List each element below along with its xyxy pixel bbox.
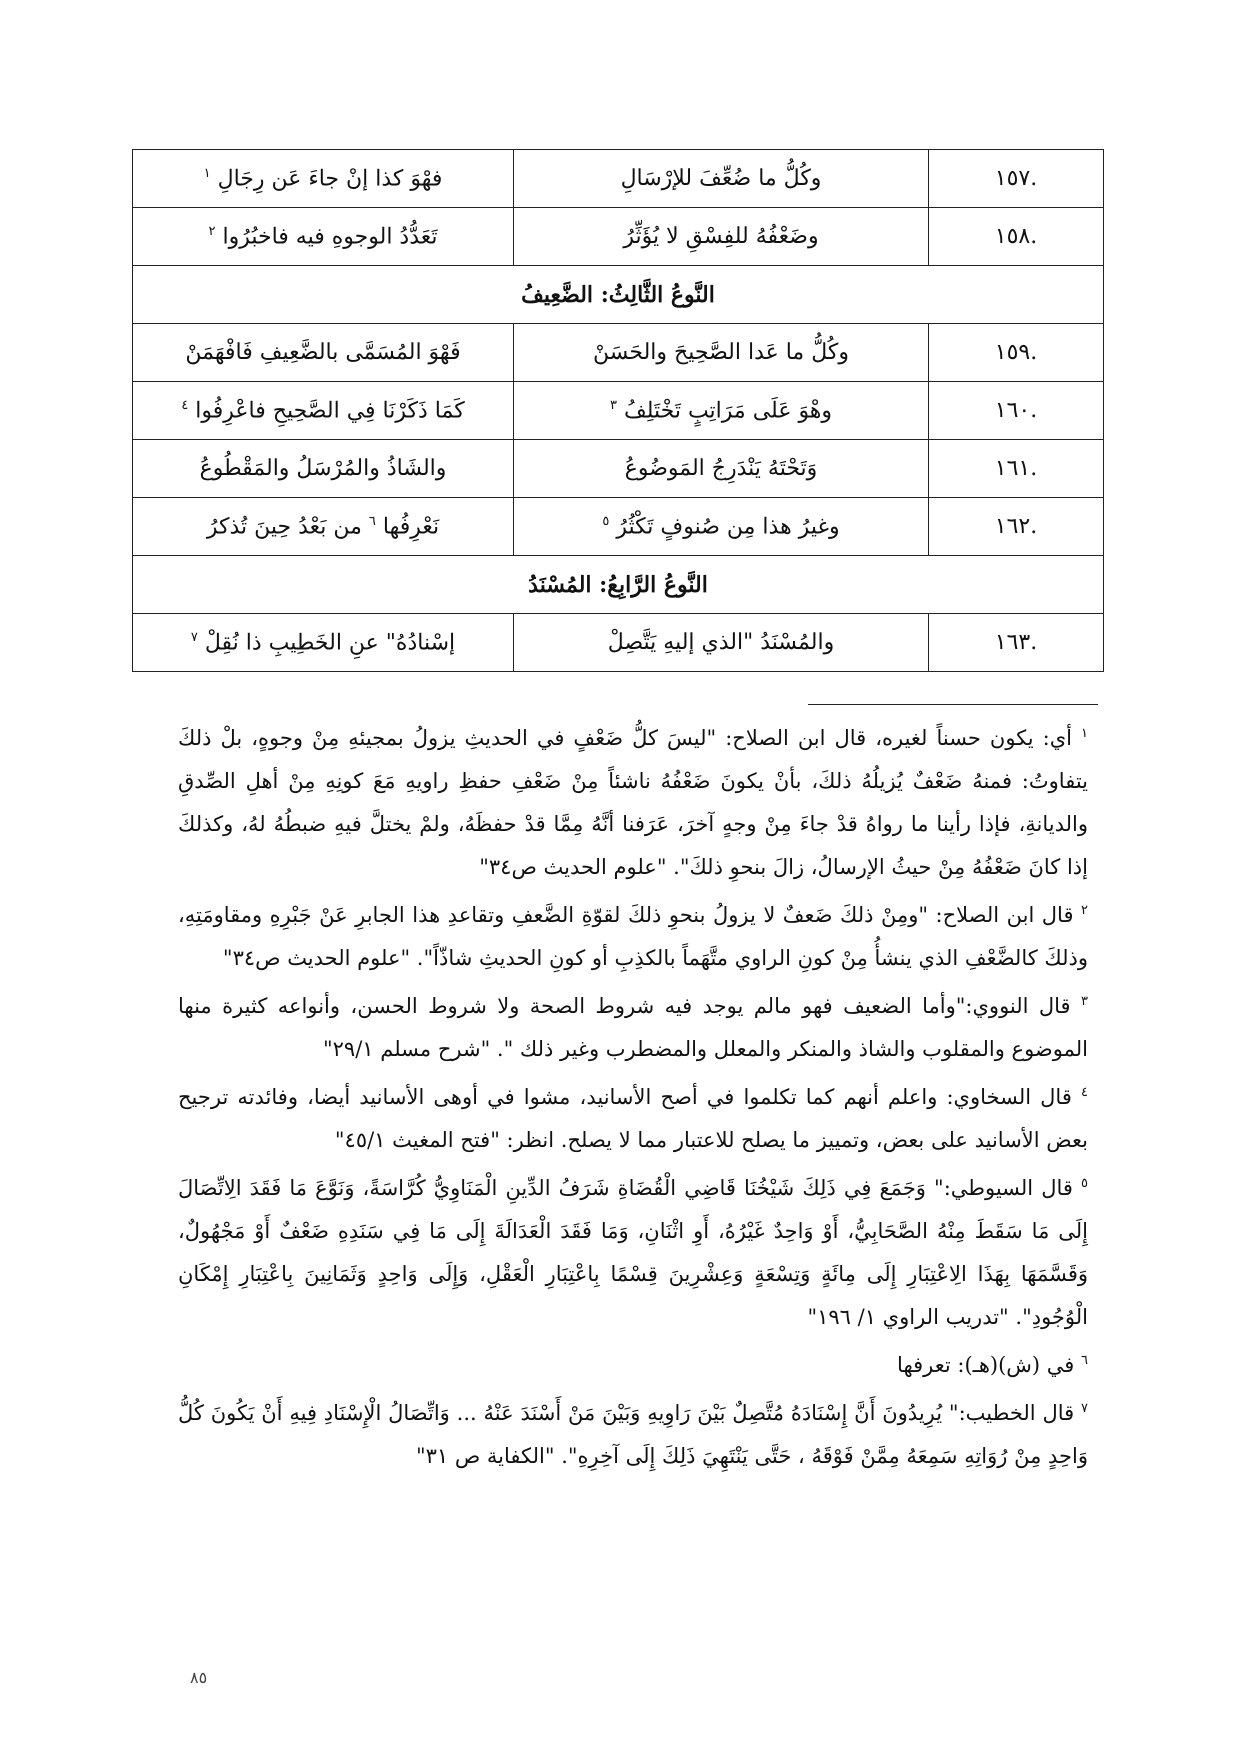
footnote-number: ٥ — [1081, 1176, 1088, 1191]
footnote-text: قال الخطيب:" يُرِيدُونَ أَنَّ إِسْنَادَهُ مُتَّصِلٌ بَيْنَ رَاوِيهِ وَبَيْنَ مَنْ أَسْنَدَ عَنْهُ ... وَاتِّصَالُ الْإِسْنَادِ فِيهِ أَنْ يَكُونَ كُلُّ وَاحِدٍ مِنْ رُوَاتِهِ سَمِعَهُ مِمَّنْ فَوْقَهُ ، حَتَّى يَنْتَهِيَ ذَلِكَ إِلَى آخِرِهِ". "الكفاية ص ٣١" — [178, 1401, 1088, 1468]
second-hemistich-text: تَعَدُّدُ الوجوهِ فيه فاخبُرُوا — [222, 224, 438, 250]
verse-table — [132, 149, 1104, 672]
second-hemistich — [133, 614, 514, 672]
footnote-marker: ٤ — [181, 397, 189, 413]
page-number: ٨٥ — [190, 1668, 208, 1687]
footnote-number: ٧ — [1081, 1401, 1088, 1416]
footnote-separator — [808, 704, 1098, 705]
footnote-number: ٦ — [1081, 1353, 1088, 1368]
footnote — [178, 1162, 1088, 1339]
footnote-text: في (ش)(هـ): تعرفها — [897, 1353, 1075, 1377]
first-hemistich-text: وضَعْفُهُ للفِسْقِ لا يُؤَثِّرُ — [623, 224, 819, 249]
footnote-text: أي: يكون حسناً لغيره، قال ابن الصلاح: "ليسَ كلُّ ضَعْفٍ في الحديثِ يزولُ بمجيئهِ مِنْ وجوهٍ، بلْ ذلكَ يتفاوتُ: فمنهُ ضَعْفٌ يُزيلُهُ ذلكَ، بأنْ يكونَ ضَعْفُهُ ناشئاً مِنْ ضَعْفِ حفظِ راويهِ مَعَ كونِهِ مِنْ أهلِ الصِّدقِ والديانةِ، فإذا رأينا ما رواهُ قدْ جاءَ مِنْ وجهٍ آخرَ، عَرَفنا أنَّهُ مِمَّا قدْ حفظَهُ، ولمْ يختلَّ فيهِ ضبطُهُ لهُ، وكذلكَ إذا كانَ ضَعْفُهُ مِنْ حيثُ الإرسالُ، زالَ بنحوِ ذلكَ". "علوم الحديث ص٣٤" — [178, 726, 1088, 879]
verse-row — [133, 150, 1104, 208]
first-hemistich-text: وَتَحْتَهُ يَنْدَرِجُ المَوضُوعُ — [624, 456, 818, 481]
footnote — [178, 712, 1088, 889]
footnote-text: قال السخاوي: واعلم أنهم كما تكلموا في أصح الأسانيد، مشوا في أوهى الأسانيد أيضا، وفائدته ترجيح بعض الأسانيد على بعض، وتمييز ما يصلح للاعتبار مما لا يصلح. انظر: "فتح المغيث ٤٥/١" — [178, 1085, 1088, 1152]
second-hemistich-text: من بَعْدُ حِينَ تُذكرُ — [206, 514, 362, 540]
footnote-number: ٤ — [1081, 1085, 1088, 1100]
footnote — [178, 1071, 1088, 1162]
footnote — [178, 1339, 1088, 1387]
first-hemistich-text: والمُسْنَدُ "الذي إليهِ يَتَّصِلْ — [607, 630, 835, 655]
second-hemistich-text: كَمَا ذَكَرْنَا فِي الصَّحِيحِ فاعْرِفُوا — [195, 398, 465, 424]
second-hemistich — [133, 382, 514, 440]
footnote-marker: ٢ — [208, 223, 216, 239]
section-heading-row — [133, 266, 1104, 324]
footnote-text: قال النووي:"وأما الضعيف فهو مالم يوجد فيه شروط الصحة ولا شروط الحسن، وأنواعه كثيرة منها الموضوع والمقلوب والشاذ والمنكر والمعلل والمضطرب وغير ذلك ". "شرح مسلم ٢٩/١" — [178, 994, 1088, 1061]
second-hemistich — [133, 324, 514, 382]
first-hemistich — [514, 150, 929, 208]
first-hemistich-text: وغيرُ هذا مِن صُنوفٍ تَكْثُرُ — [616, 514, 840, 540]
verse-number: .١٥٩ — [929, 324, 1104, 382]
first-hemistich — [514, 208, 929, 266]
verse-number: .١٥٧ — [929, 150, 1104, 208]
second-hemistich-text: فَهْوَ المُسَمَّى بالضَّعِيفِ فَافْهَمَنْ — [185, 340, 461, 365]
footnote-number: ٢ — [1081, 903, 1088, 918]
second-hemistich — [133, 498, 514, 556]
footnote-marker: ٣ — [609, 397, 617, 413]
footnote-marker: ٥ — [602, 513, 610, 529]
footnote — [178, 1387, 1088, 1478]
verse-number: .١٥٨ — [929, 208, 1104, 266]
section-heading: النَّوعُ الرَّابِعُ: المُسْنَدُ — [133, 556, 1104, 614]
second-hemistich — [133, 440, 514, 498]
footnote-number: ٣ — [1081, 994, 1088, 1009]
first-hemistich — [514, 440, 929, 498]
section-heading-row — [133, 556, 1104, 614]
first-hemistich-text: وكُلُّ ما عَدا الصَّحِيحَ والحَسَنْ — [593, 340, 849, 365]
verse-row — [133, 498, 1104, 556]
footnote-marker: ٧ — [190, 629, 198, 645]
verse-row — [133, 440, 1104, 498]
footnote — [178, 980, 1088, 1071]
first-hemistich-text: وهْوَ عَلَى مَرَاتِبٍ تَخْتَلِفُ — [623, 398, 833, 424]
second-hemistich-text: إسْنادُهُ" عنِ الخَطِيبِ ذا نُقِلْ — [204, 630, 456, 656]
first-hemistich — [514, 498, 929, 556]
first-hemistich — [514, 614, 929, 672]
second-hemistich-lead: نَعْرِفُها — [382, 514, 440, 540]
second-hemistich-text: والشَاذُ والمُرْسَلُ والمَقْطُوعُ — [199, 456, 447, 481]
footnote-marker: ٦ — [368, 513, 376, 529]
second-hemistich — [133, 150, 514, 208]
first-hemistich — [514, 324, 929, 382]
verse-row — [133, 382, 1104, 440]
footnote-text: قال السيوطي:" وَجَمَعَ فِي ذَلِكَ شَيْخُنَا قَاضِي الْقُضَاةِ شَرَفُ الدِّينِ الْمَنَاوِيُّ كُرَّاسَةً، وَنَوَّعَ مَا فَقَدَ الِاتِّصَالَ إِلَى مَا سَقَطَ مِنْهُ الصَّحَابِيُّ، أَوْ وَاحِدٌ غَيْرُهُ، أَوِ اثْنَانِ، وَمَا فَقَدَ الْعَدَالَةَ إِلَى مَا فِي سَنَدِهِ ضَعْفٌ أَوْ مَجْهُولٌ، وَقَسَّمَهَا بِهَذَا الِاعْتِبَارِ إِلَى مِائَةٍ وَتِسْعَةٍ وَعِشْرِينَ قِسْمًا بِاعْتِبَارِ الْعَقْلِ، وَإِلَى وَاحِدٍ وَثَمَانِينَ بِاعْتِبَارِ إِمْكَانِ الْوُجُودِ". "تدريب الراوي ١/ ١٩٦" — [178, 1176, 1088, 1329]
footnote-text: قال ابن الصلاح: "ومِنْ ذلكَ ضَعفٌ لا يزولُ بنحوِ ذلكَ لقوّةِ الضَّعفِ وتقاعدِ هذا الجابرِ عَنْ جَبْرِهِ ومقاومَتِهِ، وذلكَ كالضَّعْفِ الذي ينشأُ مِنْ كونِ الراوي متَّهَماً بالكذِبِ أو كونِ الحديثِ شاذّاً". "علوم الحديث ص٣٤" — [178, 903, 1088, 970]
footnotes — [178, 712, 1088, 1478]
section-heading: النَّوعُ الثَّالِثُ: الضَّعِيفُ — [133, 266, 1104, 324]
verse-number: .١٦١ — [929, 440, 1104, 498]
verse-number: .١٦٠ — [929, 382, 1104, 440]
first-hemistich-text: وكُلُّ ما ضُعِّفَ للإرْسَالِ — [620, 166, 822, 191]
second-hemistich-text: فهْوَ كذا إنْ جاءَ عَن رِجَالِ — [217, 166, 443, 192]
verse-row — [133, 208, 1104, 266]
second-hemistich — [133, 208, 514, 266]
verse-number: .١٦٢ — [929, 498, 1104, 556]
footnote-number: ١ — [1081, 726, 1088, 741]
verse-row — [133, 614, 1104, 672]
footnote — [178, 889, 1088, 980]
first-hemistich — [514, 382, 929, 440]
verse-number: .١٦٣ — [929, 614, 1104, 672]
verse-row — [133, 324, 1104, 382]
footnote-marker: ١ — [203, 165, 211, 181]
